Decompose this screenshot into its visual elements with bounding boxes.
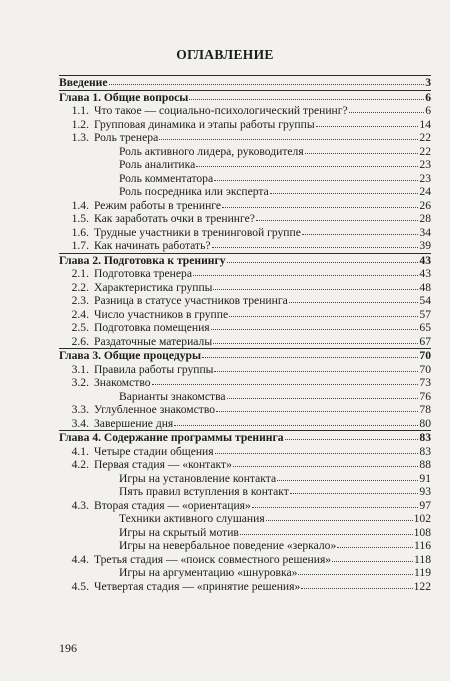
dot-leader [152, 375, 419, 385]
toc-entry-number: 4.5. [71, 579, 89, 593]
toc-entry-title: Игры на скрытый мотив [119, 525, 239, 539]
toc-chapter-entry [59, 431, 431, 445]
toc-entry-page: 34 [419, 225, 431, 239]
toc-entry-page: 14 [419, 117, 431, 131]
dot-leader [305, 144, 419, 154]
toc-section-entry [59, 308, 431, 322]
toc-entry-number: 1.4. [71, 198, 89, 212]
toc-entry-page: 97 [419, 498, 431, 512]
toc-section-entry [59, 321, 431, 335]
dot-leader [213, 280, 418, 290]
toc-subsection-entry [59, 472, 431, 486]
toc-chapter-entry [59, 254, 431, 268]
toc-subsection-entry [59, 185, 431, 199]
toc-entry-page: 83 [419, 444, 431, 458]
dot-leader [233, 457, 419, 467]
toc-entry-title: Первая стадия — «контакт» [94, 458, 232, 471]
toc-entry-title: Раздаточные материалы [94, 334, 213, 348]
toc-entry-page: 91 [419, 471, 431, 485]
toc-subsection-entry [59, 485, 431, 499]
toc-entry-page: 108 [413, 525, 431, 539]
toc-entry-number: 1.2. [71, 117, 89, 131]
toc-section-entry [59, 403, 431, 417]
toc-section-entry [59, 104, 431, 118]
toc-entry-title: Пять правил вступления в контакт [119, 485, 289, 498]
toc-subsection-entry [59, 158, 431, 172]
toc-entry-title: Трудные участники в тренинговой группе [94, 225, 301, 239]
toc-entry-title: Групповая динамика и этапы работы группы [94, 117, 315, 131]
toc-entry-page: 83 [419, 431, 431, 444]
dot-leader [213, 334, 418, 344]
toc-entry-number: 4.3. [71, 498, 89, 512]
toc-entry-title: Характеристика группы [94, 280, 213, 294]
dot-leader [212, 238, 419, 248]
toc-entry-title: Игры на аргументацию «шнуровка» [119, 566, 298, 579]
dot-leader [240, 525, 413, 535]
toc-section-entry [59, 553, 431, 567]
toc-entry-page: 23 [419, 158, 431, 171]
dot-leader [159, 130, 418, 140]
toc-entry-page: 70 [419, 362, 431, 376]
toc-entry-page: 73 [419, 376, 431, 389]
dot-leader [289, 293, 419, 303]
toc-entry-number: 3.2. [71, 376, 89, 389]
toc-entry-number: 2.5. [71, 321, 89, 334]
dot-leader [277, 471, 418, 481]
toc-entry-title: Подготовка помещения [94, 321, 210, 334]
toc-entry-title: Игры на установление контакта [119, 471, 277, 485]
toc-entry-page: 116 [414, 539, 431, 552]
toc-entry-number: 2.1. [71, 267, 89, 280]
dot-leader [349, 103, 425, 113]
toc-entry-page: 48 [419, 280, 431, 294]
dot-leader [285, 430, 419, 440]
page-number: 196 [59, 641, 77, 655]
toc-entry-page: 6 [425, 104, 431, 117]
toc-entry-page: 102 [413, 512, 431, 525]
dot-leader [270, 184, 419, 194]
toc-entry-title: Как заработать очки в тренинге? [94, 212, 255, 225]
toc-entry-title: Разница в статусе участников тренинга [94, 294, 288, 307]
dot-leader [227, 253, 419, 263]
toc-entry-title: Углубленное знакомство [94, 403, 216, 416]
toc-entry-number: 1.3. [71, 131, 89, 144]
toc-section-entry [59, 417, 431, 431]
toc-entry-title: Третья стадия — «поиск совместного решения» [94, 552, 332, 566]
toc-section-entry [59, 118, 431, 132]
toc-section-entry [59, 199, 431, 213]
toc-section-entry [59, 212, 431, 226]
toc-entry-number: 1.7. [71, 239, 89, 252]
dot-leader [302, 225, 419, 235]
toc-entry-number: 4.2. [71, 458, 89, 471]
toc-subsection-entry [59, 526, 431, 540]
toc-entry-title: Вторая стадия — «ориентация» [94, 498, 251, 512]
dot-leader [196, 157, 418, 167]
dot-leader [174, 416, 418, 426]
toc-entry-page: 67 [419, 334, 431, 348]
toc-entry-page: 76 [419, 389, 431, 403]
toc-entry-page: 93 [419, 485, 431, 498]
toc-entry-page: 118 [414, 552, 431, 566]
toc-entry-title: Четыре стадии общения [94, 444, 214, 458]
table-of-contents [59, 75, 431, 593]
dot-leader [227, 389, 419, 399]
toc-section-entry [59, 226, 431, 240]
dot-leader [189, 90, 424, 100]
toc-entry-page: 65 [419, 321, 431, 334]
toc-section-entry [59, 239, 431, 253]
toc-entry-title: Как начинать работать? [94, 239, 211, 252]
toc-entry-number: 2.3. [71, 294, 89, 307]
dot-leader [215, 444, 419, 454]
toc-entry-title: Четвертая стадия — «принятие решения» [94, 579, 301, 593]
toc-section-entry [59, 363, 431, 377]
toc-entry-page: 43 [419, 267, 431, 280]
toc-entry-number: 1.1. [71, 104, 89, 117]
dot-leader [298, 565, 413, 575]
toc-entry-page: 119 [414, 566, 431, 579]
toc-section-entry [59, 131, 431, 145]
dot-leader [332, 552, 413, 562]
toc-entry-title: Глава 1. Общие вопросы [59, 90, 189, 104]
toc-entry-page: 39 [419, 239, 431, 252]
toc-subsection-entry [59, 512, 431, 526]
dot-leader [256, 211, 419, 221]
toc-entry-title: Знакомство [94, 376, 151, 389]
toc-entry-page: 80 [419, 416, 431, 430]
toc-entry-title: Роль активного лидера, руководителя [119, 144, 304, 158]
dot-leader [290, 484, 419, 494]
toc-entry-page: 57 [419, 307, 431, 321]
toc-entry-title: Игры на невербальное поведение «зеркало» [119, 539, 337, 552]
toc-entry-number: 2.2. [71, 280, 89, 294]
toc-entry-page: 22 [419, 144, 431, 158]
toc-entry-number: 4.1. [71, 444, 89, 458]
toc-entry-title: Введение [59, 76, 108, 89]
toc-section-entry [59, 445, 431, 459]
toc-chapter-entry [59, 76, 431, 90]
toc-entry-title: Число участников в группе [94, 307, 229, 321]
toc-entry-page: 22 [419, 131, 431, 144]
toc-entry-number: 3.3. [71, 403, 89, 416]
dot-leader [109, 75, 425, 85]
toc-entry-title: Завершение дня [94, 416, 174, 430]
dot-leader [337, 538, 413, 548]
toc-entry-number: 1.5. [71, 212, 89, 225]
toc-entry-title: Варианты знакомства [119, 389, 226, 403]
toc-section-entry [59, 580, 431, 594]
toc-entry-page: 26 [419, 198, 431, 212]
page-title: ОГЛАВЛЕНИЕ [176, 47, 274, 62]
toc-section-entry [59, 267, 431, 281]
toc-entry-page: 6 [425, 90, 431, 104]
toc-entry-number: 2.4. [71, 307, 89, 321]
toc-entry-page: 70 [419, 349, 431, 362]
dot-leader [222, 198, 418, 208]
dot-leader [216, 402, 418, 412]
toc-entry-page: 54 [419, 294, 431, 307]
toc-entry-title: Роль тренера [94, 131, 159, 144]
toc-entry-page: 43 [419, 253, 431, 267]
toc-entry-page: 24 [419, 185, 431, 198]
toc-subsection-entry [59, 539, 431, 553]
toc-entry-title: Режим работы в тренинге [94, 198, 222, 212]
toc-entry-page: 28 [419, 212, 431, 225]
toc-subsection-entry [59, 390, 431, 404]
toc-entry-number: 3.1. [71, 362, 89, 376]
dot-leader [211, 320, 419, 330]
toc-entry-title: Что такое — социально-психологический тренинг? [94, 104, 348, 117]
dot-leader [266, 511, 413, 521]
toc-entry-title: Роль посредника или эксперта [119, 185, 269, 198]
toc-entry-page: 78 [419, 403, 431, 416]
dot-leader [193, 266, 418, 276]
toc-section-entry [59, 499, 431, 513]
dot-leader [252, 498, 419, 508]
toc-section-entry [59, 335, 431, 349]
toc-subsection-entry [59, 566, 431, 580]
toc-entry-title: Глава 4. Содержание программы тренинга [59, 431, 284, 444]
toc-section-entry [59, 458, 431, 472]
toc-chapter-entry [59, 349, 431, 363]
toc-entry-title: Глава 3. Общие процедуры [59, 349, 202, 362]
dot-leader [316, 117, 419, 127]
toc-entry-title: Роль аналитика [119, 158, 196, 171]
toc-subsection-entry [59, 145, 431, 159]
toc-entry-title: Глава 2. Подготовка к тренингу [59, 253, 226, 267]
toc-entry-page: 23 [419, 171, 431, 185]
toc-entry-page: 3 [425, 76, 431, 89]
dot-leader [229, 307, 418, 317]
toc-entry-title: Техники активного слушания [119, 512, 265, 525]
toc-entry-page: 122 [413, 579, 431, 593]
dot-leader [214, 171, 418, 181]
toc-entry-number: 4.4. [71, 552, 89, 566]
dot-leader [202, 348, 418, 358]
dot-leader [301, 579, 412, 589]
toc-entry-page: 88 [419, 458, 431, 471]
toc-entry-number: 2.6. [71, 334, 89, 348]
toc-entry-title: Правила работы группы [94, 362, 214, 376]
toc-entry-title: Роль комментатора [119, 171, 214, 185]
toc-entry-title: Подготовка тренера [94, 267, 192, 280]
toc-chapter-entry [59, 91, 431, 105]
toc-subsection-entry [59, 172, 431, 186]
toc-entry-number: 1.6. [71, 225, 89, 239]
toc-section-entry [59, 294, 431, 308]
toc-section-entry [59, 376, 431, 390]
toc-entry-number: 3.4. [71, 416, 89, 430]
dot-leader [214, 362, 418, 372]
toc-section-entry [59, 281, 431, 295]
